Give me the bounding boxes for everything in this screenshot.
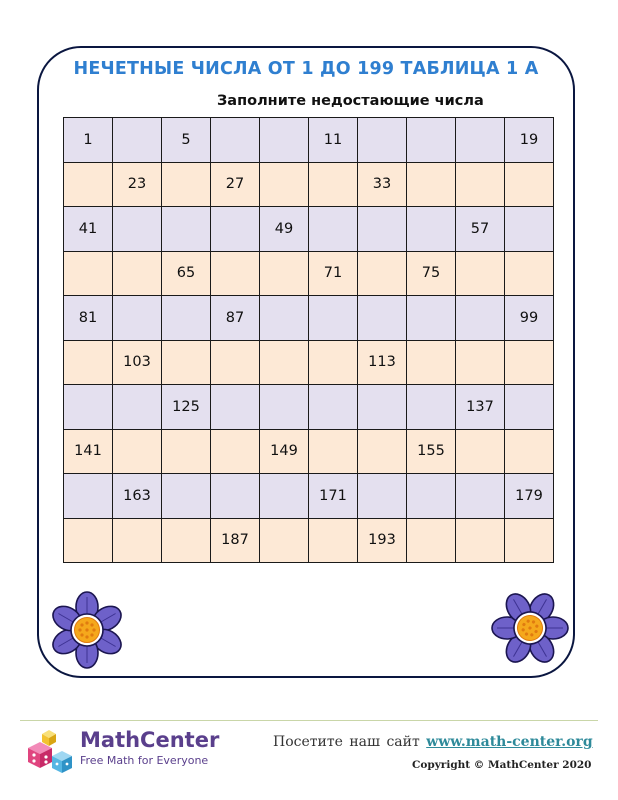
website-link[interactable]: www.math-center.org [426, 734, 593, 750]
number-cell: 137 [456, 385, 505, 430]
blank-cell[interactable] [456, 518, 505, 563]
blank-cell[interactable] [505, 207, 554, 252]
number-cell: 193 [358, 518, 407, 563]
blank-cell[interactable] [211, 474, 260, 519]
blank-cell[interactable] [358, 118, 407, 163]
blank-cell[interactable] [456, 474, 505, 519]
blank-cell[interactable] [260, 296, 309, 341]
number-cell: 49 [260, 207, 309, 252]
blank-cell[interactable] [309, 429, 358, 474]
number-cell: 33 [358, 162, 407, 207]
blank-cell[interactable] [211, 385, 260, 430]
flower-icon [490, 588, 570, 668]
blank-cell[interactable] [358, 385, 407, 430]
blank-cell[interactable] [113, 429, 162, 474]
blank-cell[interactable] [505, 385, 554, 430]
number-cell: 27 [211, 162, 260, 207]
blank-cell[interactable] [113, 385, 162, 430]
number-cell: 1 [64, 118, 113, 163]
blank-cell[interactable] [358, 429, 407, 474]
dice-logo-icon [24, 728, 74, 776]
blank-cell[interactable] [456, 251, 505, 296]
blank-cell[interactable] [64, 474, 113, 519]
grid-row [64, 118, 554, 163]
blank-cell[interactable] [162, 429, 211, 474]
blank-cell[interactable] [162, 162, 211, 207]
copyright-text: Copyright © MathCenter 2020 [412, 759, 592, 771]
grid-row [64, 296, 554, 341]
blank-cell[interactable] [358, 207, 407, 252]
blank-cell[interactable] [407, 340, 456, 385]
number-cell: 113 [358, 340, 407, 385]
blank-cell[interactable] [407, 296, 456, 341]
number-cell: 103 [113, 340, 162, 385]
blank-cell[interactable] [64, 162, 113, 207]
number-cell: 57 [456, 207, 505, 252]
blank-cell[interactable] [162, 518, 211, 563]
blank-cell[interactable] [260, 340, 309, 385]
blank-cell[interactable] [505, 518, 554, 563]
visit-line [273, 734, 593, 750]
number-cell: 23 [113, 162, 162, 207]
number-cell: 41 [64, 207, 113, 252]
number-cell: 65 [162, 251, 211, 296]
blank-cell[interactable] [113, 296, 162, 341]
blank-cell[interactable] [456, 118, 505, 163]
blank-cell[interactable] [456, 162, 505, 207]
blank-cell[interactable] [211, 207, 260, 252]
number-cell: 71 [309, 251, 358, 296]
flower-icon [47, 590, 127, 670]
grid-row [64, 474, 554, 519]
blank-cell[interactable] [309, 296, 358, 341]
blank-cell[interactable] [211, 429, 260, 474]
blank-cell[interactable] [505, 162, 554, 207]
grid-row [64, 162, 554, 207]
blank-cell[interactable] [162, 296, 211, 341]
blank-cell[interactable] [113, 251, 162, 296]
number-cell: 125 [162, 385, 211, 430]
blank-cell[interactable] [211, 251, 260, 296]
number-cell: 179 [505, 474, 554, 519]
blank-cell[interactable] [505, 429, 554, 474]
blank-cell[interactable] [407, 518, 456, 563]
blank-cell[interactable] [162, 340, 211, 385]
blank-cell[interactable] [309, 162, 358, 207]
blank-cell[interactable] [162, 474, 211, 519]
number-cell: 155 [407, 429, 456, 474]
blank-cell[interactable] [309, 207, 358, 252]
number-cell: 87 [211, 296, 260, 341]
blank-cell[interactable] [260, 162, 309, 207]
blank-cell[interactable] [309, 385, 358, 430]
grid-row [64, 207, 554, 252]
number-cell: 149 [260, 429, 309, 474]
blank-cell[interactable] [64, 251, 113, 296]
blank-cell[interactable] [113, 118, 162, 163]
blank-cell[interactable] [260, 474, 309, 519]
visit-text: Посетите наш сайт [273, 734, 420, 750]
blank-cell[interactable] [162, 207, 211, 252]
number-cell: 163 [113, 474, 162, 519]
number-cell: 171 [309, 474, 358, 519]
blank-cell[interactable] [64, 518, 113, 563]
blank-cell[interactable] [309, 518, 358, 563]
worksheet-title: НЕЧЕТНЫЕ ЧИСЛА ОТ 1 ДО 199 ТАБЛИЦА 1 А [73, 59, 539, 79]
instruction-text: Заполните недостающие числа [217, 93, 484, 109]
blank-cell[interactable] [113, 207, 162, 252]
blank-cell[interactable] [358, 251, 407, 296]
blank-cell[interactable] [211, 340, 260, 385]
blank-cell[interactable] [407, 162, 456, 207]
number-cell: 99 [505, 296, 554, 341]
grid-row [64, 251, 554, 296]
blank-cell[interactable] [456, 340, 505, 385]
blank-cell[interactable] [309, 340, 358, 385]
blank-cell[interactable] [505, 340, 554, 385]
number-cell: 187 [211, 518, 260, 563]
blank-cell[interactable] [407, 118, 456, 163]
blank-cell[interactable] [260, 251, 309, 296]
blank-cell[interactable] [260, 118, 309, 163]
grid-row [64, 340, 554, 385]
number-cell: 141 [64, 429, 113, 474]
brand-name: MathCenter [80, 728, 220, 752]
brand-tagline: Free Math for Everyone [80, 754, 209, 767]
grid-row [64, 385, 554, 430]
blank-cell[interactable] [407, 207, 456, 252]
number-cell: 81 [64, 296, 113, 341]
blank-cell[interactable] [407, 385, 456, 430]
grid-row [64, 518, 554, 563]
blank-cell[interactable] [64, 385, 113, 430]
number-grid [63, 117, 554, 563]
blank-cell[interactable] [260, 385, 309, 430]
number-cell: 11 [309, 118, 358, 163]
footer-divider [20, 720, 598, 721]
blank-cell[interactable] [358, 474, 407, 519]
number-cell: 19 [505, 118, 554, 163]
blank-cell[interactable] [358, 296, 407, 341]
blank-cell[interactable] [407, 474, 456, 519]
grid-row [64, 429, 554, 474]
blank-cell[interactable] [505, 251, 554, 296]
number-cell: 5 [162, 118, 211, 163]
blank-cell[interactable] [260, 518, 309, 563]
number-cell: 75 [407, 251, 456, 296]
blank-cell[interactable] [113, 518, 162, 563]
blank-cell[interactable] [456, 296, 505, 341]
blank-cell[interactable] [211, 118, 260, 163]
blank-cell[interactable] [64, 340, 113, 385]
blank-cell[interactable] [456, 429, 505, 474]
